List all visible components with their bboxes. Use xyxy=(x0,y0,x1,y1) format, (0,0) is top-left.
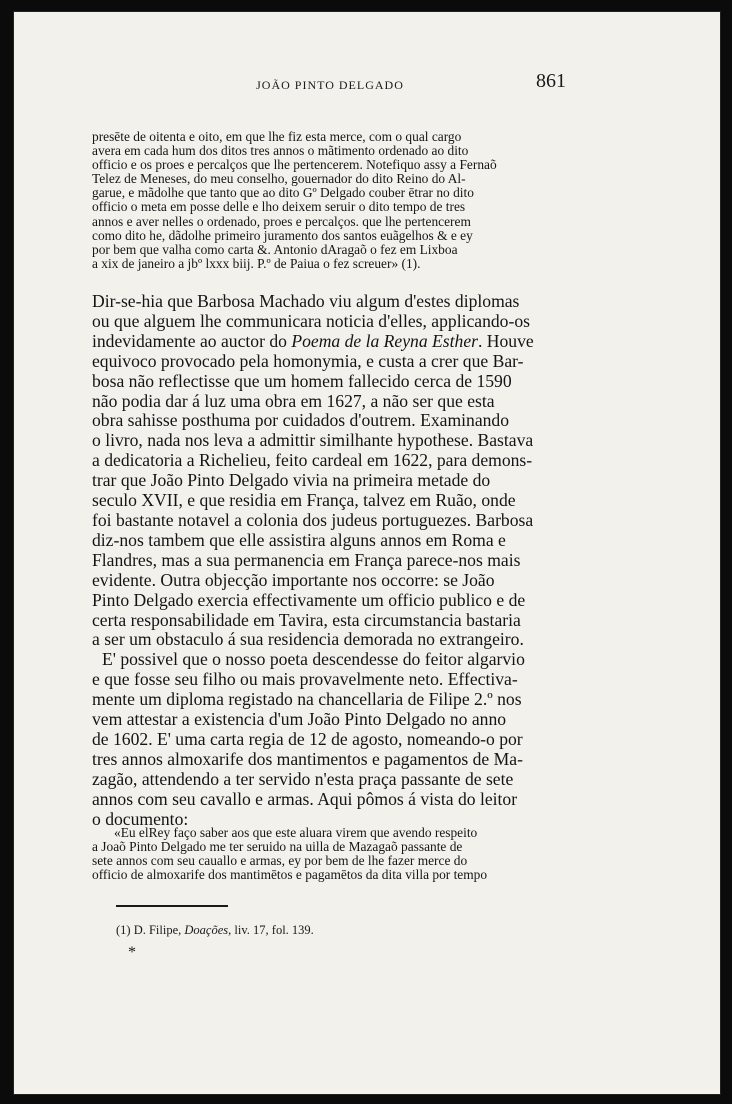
quote-line: a Joaõ Pinto Delgado me ter seruido na uilla de Mazagaõ passante de xyxy=(92,840,463,855)
quote-line: avera em cada hum dos ditos tres annos o mãtimento ordenado ao dito xyxy=(92,144,469,159)
text-line: certa responsabilidade em Tavira, esta circumstancia bastaria xyxy=(92,610,521,630)
footnote xyxy=(116,923,314,938)
quote-line: Telez de Meneses, do meu conselho, gouernador do dito Reino do Al- xyxy=(92,172,466,187)
text-line: evidente. Outra objecção importante nos occorre: se João xyxy=(92,570,495,590)
quote-line: a xix de janeiro a jbº lxxx biij. P.º de Paiua o fez screuer» (1). xyxy=(92,256,421,271)
quote-block-top xyxy=(92,130,567,271)
text-line: e que fosse seu filho ou mais provavelmente neto. Effectiva- xyxy=(92,670,518,690)
text-line: foi bastante notavel a colonia dos judeus portuguezes. Barbosa xyxy=(92,510,534,530)
text-line: de 1602. E' uma carta regia de 12 de agosto, nomeando-o por xyxy=(92,729,523,749)
text-line: ou que alguem lhe communicara noticia d'elles, applicando-os xyxy=(92,311,530,331)
quote-line: como dito he, dãdolhe primeiro juramento dos santos euãgelhos & e ey xyxy=(92,228,473,243)
text-line: vem attestar a existencia d'um João Pinto Delgado no anno xyxy=(92,710,507,730)
text-line: a ser um obstaculo á sua residencia demorada no extrangeiro. xyxy=(92,630,524,650)
text-line: diz-nos tambem que elle assistira alguns annos em Roma e xyxy=(92,530,506,550)
footnote-author: D. Filipe, xyxy=(133,923,182,937)
quote-line: sete annos com seu cauallo e armas, ey por bem de lhe fazer merce do xyxy=(92,854,468,869)
page-number: 861 xyxy=(536,70,566,92)
text-line: não podia dar á luz uma obra em 1627, a não ser que esta xyxy=(92,391,495,411)
text-line: Dir-se-hia que Barbosa Machado viu algum d'estes diplomas xyxy=(92,292,520,311)
text-line: obra sahisse posthuma por cuidados d'outrem. Examinando xyxy=(92,411,510,431)
text-line: o livro, nada nos leva a admittir similhante hypothese. Bastava xyxy=(92,431,534,451)
text-span: . Houve xyxy=(477,331,534,351)
quote-line: presēte de oitenta e oito, em que lhe fiz esta merce, com o qual cargo xyxy=(92,130,462,144)
text-line: Pinto Delgado exercia effectivamente um officio publico e de xyxy=(92,590,526,610)
text-line: Flandres, mas a sua permanencia em França parece-nos mais xyxy=(92,550,521,570)
text-line: annos com seu cavallo e armas. Aqui pômos á vista do leitor xyxy=(92,789,518,809)
text-line: tres annos almoxarife dos mantimentos e pagamentos de Ma- xyxy=(92,749,523,769)
quote-line: garue, e mãdolhe que tanto que ao dito Gº Delgado couber ētrar no dito xyxy=(92,186,474,201)
quote-line: officio o meta em posse delle e lho deixem seruir o dito tempo de tres xyxy=(92,200,466,215)
quote-line: por bem que valha como carta &. Antonio dAragaõ o fez em Lixboa xyxy=(92,242,458,257)
footnote-marker: (1) xyxy=(116,923,131,937)
text-line: a dedicatoria a Richelieu, feito cardeal em 1622, para demons- xyxy=(92,451,533,471)
footnote-rule xyxy=(116,905,228,907)
text-span: indevidamente ao auctor do xyxy=(92,331,287,351)
running-title: JOÃO PINTO DELGADO xyxy=(256,78,404,92)
text-line: bosa não reflectisse que um homem fallecido cerca de 1590 xyxy=(92,371,512,391)
text-line: o documento: xyxy=(92,809,189,829)
text-line: E' possivel que o nosso poeta descendesse do feitor algarvio xyxy=(102,650,525,670)
text-line: trar que João Pinto Delgado vivia na primeira metade do xyxy=(92,471,491,491)
text-line: seculo XVII, e que residia em França, talvez em Ruão, onde xyxy=(92,491,516,511)
quote-line: annos e aver nelles o ordenado, proes e percalços. que lhe pertencerem xyxy=(92,214,471,229)
book-title: Poema de la Reyna Esther xyxy=(291,331,478,351)
footnote-ref: liv. 17, fol. 139. xyxy=(234,923,314,937)
text-line: equivoco provocado pela homonymia, e custa a crer que Bar- xyxy=(92,351,524,371)
quote-line: officio de almoxarife dos mantimētos e pagamētos da dita villa por tempo xyxy=(92,868,488,883)
footnote-work: Doações, xyxy=(184,923,232,937)
quote-block-bottom xyxy=(92,826,567,882)
text-line: zagão, attendendo a ter servido n'esta praça passante de sete xyxy=(92,769,514,789)
text-line xyxy=(92,332,567,352)
main-paragraphs xyxy=(92,292,567,829)
quote-line: officio e os proes e percalços que lhe pertencerem. Notefiquo assy a Fernaõ xyxy=(92,158,497,173)
quote-line: «Eu elRey faço saber aos que este aluara virem que avendo respeito xyxy=(114,826,478,840)
text-line: mente um diploma registado na chancellaria de Filipe 2.º nos xyxy=(92,690,522,710)
ornament-asterisk: * xyxy=(128,944,136,961)
